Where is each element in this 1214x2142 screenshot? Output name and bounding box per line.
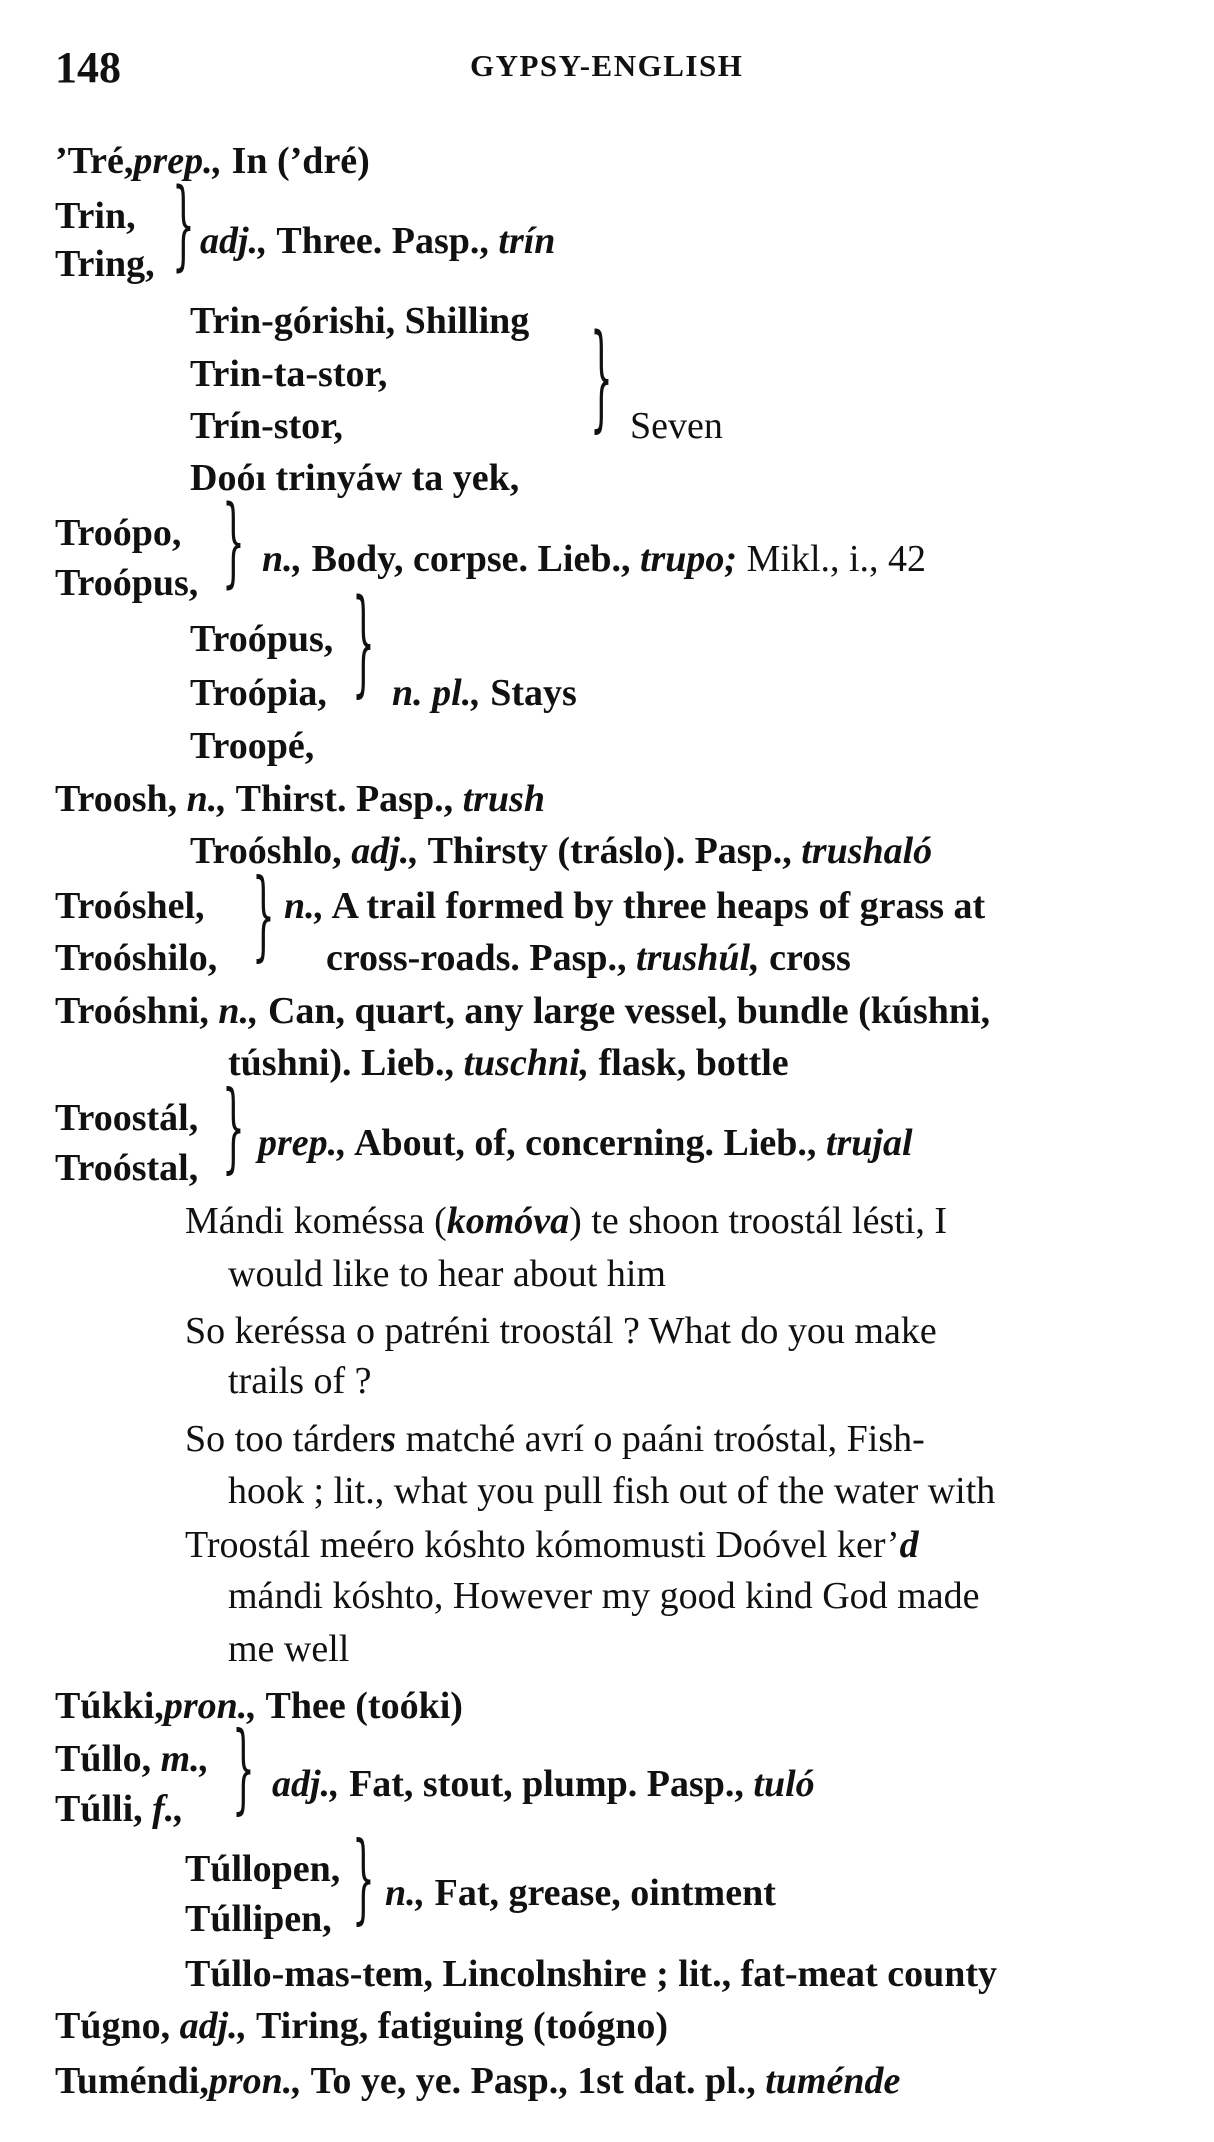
running-title: GYPSY-ENGLISH <box>470 48 744 83</box>
entry-tugno: Túgno, adj., Tiring, fatiguing (toógno) <box>55 2005 669 2047</box>
dictionary-page: 148 GYPSY-ENGLISH ’Tré,prep., In (’dré) Trin, Tring, } adj., Three. Pasp., trín Trin-górishi, Shilling Trin-ta-stor, Trín-stor, Doóı trinyáw ta yek, } Seven Troópo, Troópus, } n., Body, corpse. Lieb., trupo; Mikl., i., 42 Troópus, Troópia, Troopé, } n. pl., Stays Troosh, n., Thirst. Pasp., trush Troóshlo, adj., Thirsty (tráslo). Pasp., trushaló Troóshel, Troóshilo, } n., A trail formed by three heaps of grass at cross-roads. Pasp., trushúl, cross Troóshni, n., Can, quart, any large vessel, bundle (kúshni, túshni). Lieb., tuschni, flask, bottle Troostál, Troóstal, } prep., About, of, concerning. Lieb., trujal Mándi koméssa (komóva) te shoon troostál lésti, I would like to hear about him So keréssa o patréni troostál ? What do you make trails of ? So too tárders matché avrí o paáni troóstal, Fish- hook ; lit., what you pull fish out of the water with Troostál meéro kóshto kómomusti Doóvel ker’d mándi kóshto, However my good kind God made me well Túkki,pron., Thee (toóki) Túllo, m., Túlli, f., } adj., Fat, stout, plump. Pasp., tuló Túllopen, Túllipen, } n., Fat, grease, ointment Túllo-mas-tem, Lincolnshire ; lit., fat-meat county Túgno, adj., Tiring, fatiguing (toógno) Tuméndi,pron., To ye, ye. Pasp., 1st dat. pl., tuménde <box>0 0 1214 2142</box>
entry-tumendi: Tuméndi,pron., To ye, ye. Pasp., 1st dat. pl., tuménde <box>55 2060 901 2102</box>
brace: } <box>252 857 275 971</box>
brace: } <box>172 167 195 281</box>
entry-tullo-mas-tem: Túllo-mas-tem, Lincolnshire ; lit., fat-meat county <box>185 1953 997 1995</box>
brace: } <box>222 484 245 598</box>
brace: } <box>232 1710 255 1824</box>
page-header <box>55 42 1154 90</box>
entry-trin-gorishi: Trin-górishi, Shilling <box>190 300 530 342</box>
entry-troosh: Troosh, n., Thirst. Pasp., trush <box>55 778 545 820</box>
entry-tukki: Túkki,pron., Thee (toóki) <box>55 1685 463 1727</box>
brace: } <box>352 1820 375 1934</box>
brace: } <box>590 308 613 444</box>
brace: } <box>222 1069 245 1183</box>
page-number: 148 <box>55 43 121 92</box>
entry-trooshlo: Troóshlo, adj., Thirsty (tráslo). Pasp., trushaló <box>190 830 933 872</box>
brace: } <box>352 573 375 709</box>
entry-tre: ’Tré,prep., In (’dré) <box>55 140 370 182</box>
